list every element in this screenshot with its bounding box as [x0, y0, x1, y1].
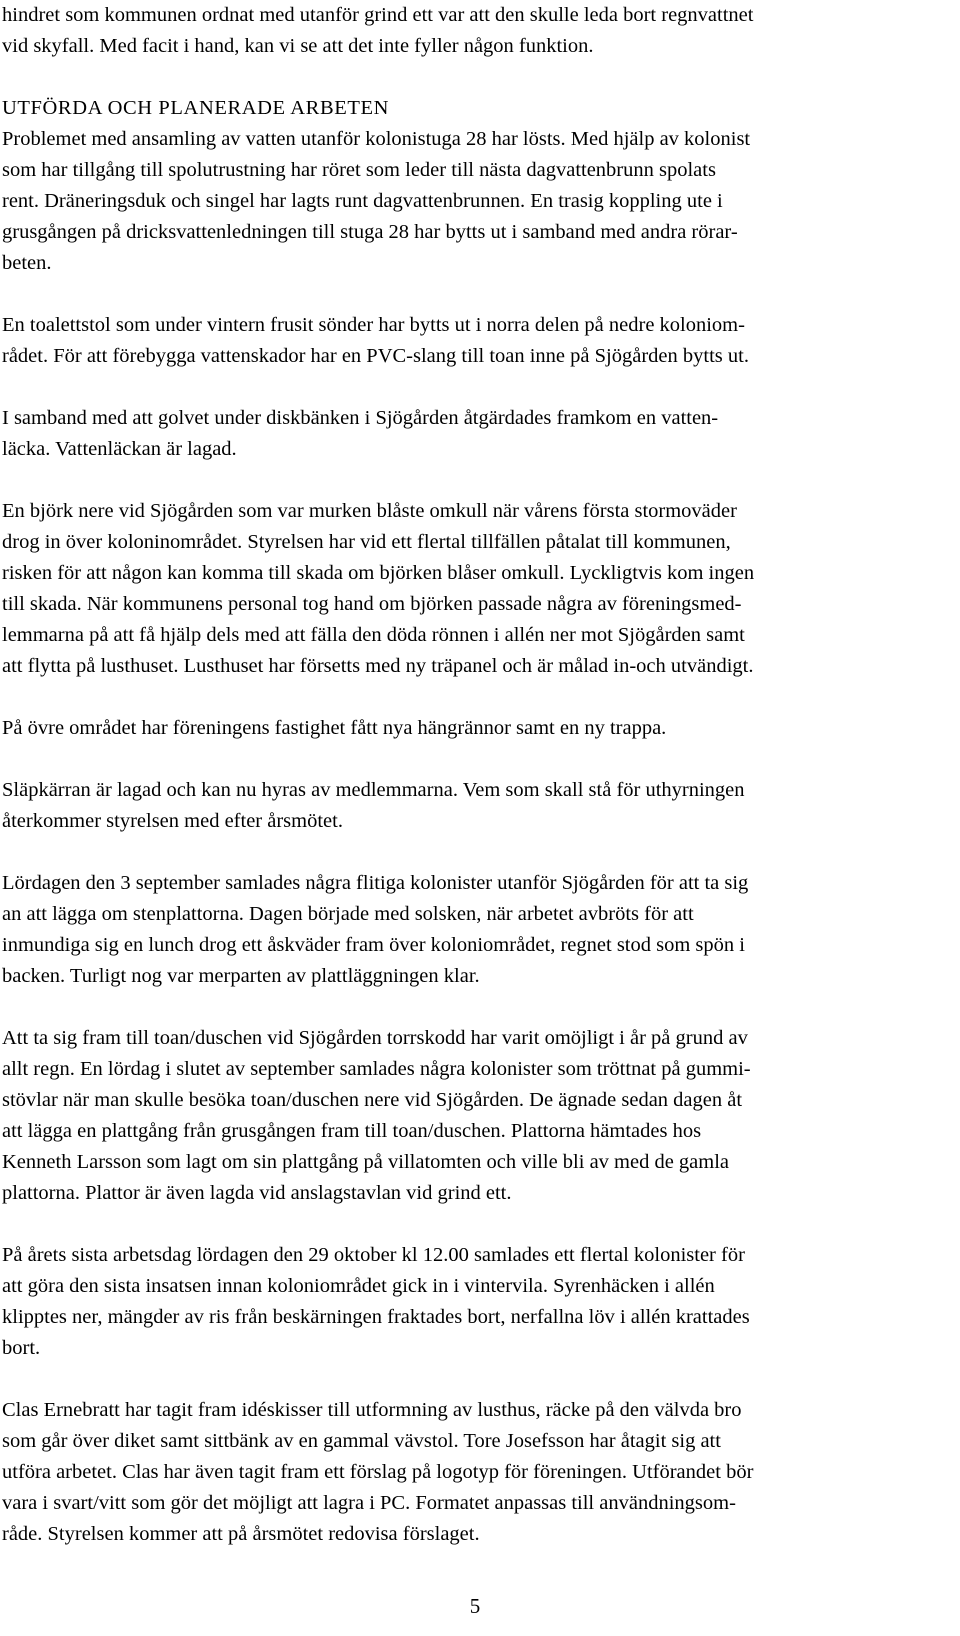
- paragraph-gap: [2, 1209, 952, 1240]
- text-line: att flytta på lusthuset. Lusthuset har försetts med ny träpanel och är målad in-och utvändigt.: [2, 655, 754, 677]
- text-line: Lördagen den 3 september samlades några flitiga kolonister utanför Sjögården för att ta sig: [2, 872, 749, 894]
- paragraph-gap: [2, 62, 952, 93]
- text-line: klipptes ner, mängder av ris från beskärningen fraktades bort, nerfallna löv i allén krattades: [2, 1306, 750, 1328]
- text-line: till skada. När kommunens personal tog hand om björken passade några av föreningsmed-: [2, 593, 742, 615]
- text-line: råde. Styrelsen kommer att på årsmötet redovisa förslaget.: [2, 1523, 480, 1545]
- paragraph-toilet: [2, 310, 952, 372]
- paragraph-gap: [2, 837, 952, 868]
- text-line: vara i svart/vitt som gör det möjligt att lagra i PC. Formatet anpassas till användningsom-: [2, 1492, 736, 1514]
- paragraph-walkway: [2, 1023, 952, 1209]
- text-line: utföra arbetet. Clas har även tagit fram ett förslag på logotyp för föreningen. Utförandet bör: [2, 1461, 754, 1483]
- paragraph-gap: [2, 682, 952, 713]
- text-line: På övre området har föreningens fastighet fått nya hängrännor samt en ny trappa.: [2, 717, 667, 739]
- text-line: vid skyfall. Med facit i hand, kan vi se att det inte fyller någon funktion.: [2, 35, 594, 57]
- paragraph-trailer: [2, 775, 952, 837]
- paragraph-gap: [2, 279, 952, 310]
- text-line: inmundiga sig en lunch drog ett åskväder fram över koloniområdet, regnet stod som spön i: [2, 934, 745, 956]
- paragraph-gap: [2, 372, 952, 403]
- text-line: allt regn. En lördag i slutet av september samlades några kolonister som tröttnat på gummi-: [2, 1058, 751, 1080]
- text-line: Att ta sig fram till toan/duschen vid Sjögården torrskodd har varit omöjligt i år på grund av: [2, 1027, 748, 1049]
- text-line: Clas Ernebratt har tagit fram idéskisser till utformning av lusthus, räcke på den välvda bro: [2, 1399, 742, 1421]
- paragraph-gap: [2, 1364, 952, 1395]
- text-line: hindret som kommunen ordnat med utanför grind ett var att den skulle leda bort regnvattnet: [2, 4, 754, 26]
- text-line: återkommer styrelsen med efter årsmötet.: [2, 810, 343, 832]
- text-line: grusgången på dricksvattenledningen till stuga 28 har bytts ut i samband med andra rörar-: [2, 221, 738, 243]
- text-line: bort.: [2, 1337, 41, 1359]
- text-line: som har tillgång till spolutrustning har röret som leder till nästa dagvattenbrunn spolats: [2, 159, 716, 181]
- text-line: backen. Turligt nog var merparten av plattläggningen klar.: [2, 965, 480, 987]
- text-line: risken för att någon kan komma till skada om björken blåser omkull. Lyckligtvis kom ingen: [2, 562, 755, 584]
- text-line: En toalettstol som under vintern frusit sönder har bytts ut i norra delen på nedre koloniom-: [2, 314, 745, 336]
- paragraph-gap: [2, 465, 952, 496]
- page-number: 5: [469, 1594, 481, 1618]
- paragraph-gap: [2, 744, 952, 775]
- text-line: att lägga en plattgång från grusgången fram till toan/duschen. Plattorna hämtades hos: [2, 1120, 702, 1142]
- text-line: an att lägga om stenplattorna. Dagen började med solsken, när arbetet avbröts för att: [2, 903, 694, 925]
- paragraph-stone-slabs: [2, 868, 952, 992]
- text-line: att göra den sista insatsen innan koloniområdet gick in i vintervila. Syrenhäcken i allén: [2, 1275, 715, 1297]
- text-line: lemmarna på att få hjälp dels med att fälla den döda rönnen i allén ner mot Sjögården samt: [2, 624, 745, 646]
- text-line: På årets sista arbetsdag lördagen den 29 oktober kl 12.00 samlades ett flertal kolonister för: [2, 1244, 745, 1266]
- section-heading: UTFÖRDA OCH PLANERADE ARBETEN: [2, 97, 389, 119]
- paragraph-gap: [2, 992, 952, 1023]
- text-line: rent. Dräneringsduk och singel har lagts runt dagvattenbrunnen. En trasig koppling ute i: [2, 190, 723, 212]
- intro-paragraph: [2, 0, 952, 62]
- text-line: Kenneth Larsson som lagt om sin plattgång på villatomten och ville bli av med de gamla: [2, 1151, 730, 1173]
- text-line: rådet. För att förebygga vattenskador har en PVC-slang till toan inne på Sjögården bytts ut.: [2, 345, 749, 367]
- text-line: beten.: [2, 252, 52, 274]
- text-line: I samband med att golvet under diskbänken i Sjögården åtgärdades framkom en vatten-: [2, 407, 719, 429]
- document-page: [2, 0, 952, 1550]
- text-line: En björk nere vid Sjögården som var murken blåste omkull när vårens första stormoväder: [2, 500, 737, 522]
- paragraph-leak: [2, 403, 952, 465]
- text-line: som går över diket samt sittbänk av en gammal vävstol. Tore Josefsson har åtagit sig att: [2, 1430, 721, 1452]
- text-line: stövlar när man skulle besöka toan/duschen nere vid Sjögården. De ägnade sedan dagen åt: [2, 1089, 743, 1111]
- paragraph-sketches: [2, 1395, 952, 1550]
- text-line: plattorna. Plattor är även lagda vid anslagstavlan vid grind ett.: [2, 1182, 512, 1204]
- text-line: drog in över koloninområdet. Styrelsen har vid ett flertal tillfällen påtalat till kommunen,: [2, 531, 731, 553]
- paragraph-gutters: [2, 713, 952, 744]
- paragraph-plumbing: [2, 124, 952, 279]
- text-line: Problemet med ansamling av vatten utanför kolonistuga 28 har lösts. Med hjälp av kolonist: [2, 128, 751, 150]
- paragraph-workday: [2, 1240, 952, 1364]
- paragraph-birch: [2, 496, 952, 682]
- text-line: Släpkärran är lagad och kan nu hyras av medlemmarna. Vem som skall stå för uthyrningen: [2, 779, 745, 801]
- text-line: läcka. Vattenläckan är lagad.: [2, 438, 237, 460]
